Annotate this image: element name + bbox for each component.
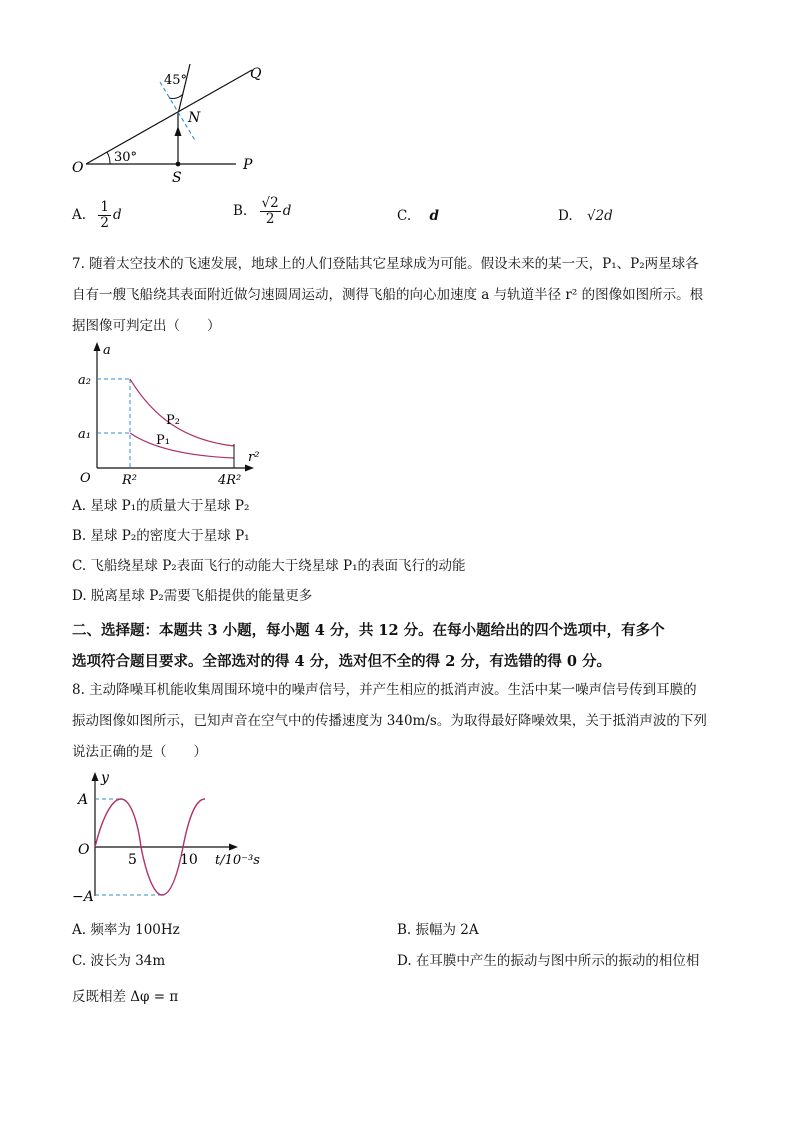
q8-stem-line2: 振动图像如图所示，已知声音在空气中的传播速度为 340m/s。为取得最好降噪效果，关于抵消声波的下列 [72,713,707,729]
label-s: S [172,170,182,186]
option-b-label: B. [233,203,248,219]
section2-heading-line1: 二、选择题：本题共 3 小题，每小题 4 分，共 12 分。在每小题给出的四个选项中，有多个 [72,622,665,639]
label-y: y [101,770,109,786]
curve-p2 [130,379,234,446]
fraction-sqrt2-over-2: $\frac{√2}{2}$ [261,195,279,227]
label-r2-tick: R² [122,473,137,488]
q8-stem-line1: 8. 主动降噪耳机能收集周围环境中的噪声信号，并产生相应的抵消声波。生活中某一噪声信号传到耳膜的 [72,682,697,698]
axis-y-arrow [92,772,99,781]
label-tick-10: 10 [180,852,198,868]
section2-heading-line2: 选项符合题目要求。全部选对的得 4 分，选对但不全的得 2 分，有选错的得 0 分。 [72,653,612,670]
q8-option-c[interactable]: C. 波长为 34m [72,953,166,969]
angle-45-arc [169,94,183,99]
q8-option-d[interactable]: D. 在耳膜中产生的振动与图中所示的振动的相位相 [397,953,700,969]
label-origin: O [80,471,91,486]
point-s [176,162,181,167]
q8-option-a[interactable]: A. 频率为 100Hz [72,922,180,938]
ray-arrowhead [175,126,182,136]
option-d-label: D. [558,208,573,224]
q6-geometry-figure [66,58,281,188]
label-45: 45° [164,73,188,88]
q7-option-b[interactable]: B. 星球 P₂的密度大于星球 P₁ [72,528,250,544]
q6-option-b[interactable]: B. $\frac{√2}{2}$ d [233,195,292,227]
q7-option-d[interactable]: D. 脱离星球 P₂需要飞船提供的能量更多 [72,588,313,604]
label-neg-amplitude: −A [72,889,94,905]
label-tick-5: 5 [128,852,137,868]
label-n: N [188,110,201,126]
label-30: 30° [114,150,138,165]
label-p2: P₂ [166,413,180,428]
q7-stem-line2: 自有一艘飞船绕其表面附近做匀速圆周运动，测得飞船的向心加速度 a 与轨道半径 r² 的图像如图所示。根 [72,287,704,303]
label-o: O [72,160,84,176]
axis-r2-arrow [245,465,254,472]
label-q: Q [250,66,262,82]
angle-30-arc [107,152,110,164]
curve-p1 [130,433,234,458]
label-a2: a₂ [78,373,91,388]
option-a-label: A. [72,207,87,223]
q6-option-a[interactable]: A. $\frac{1}{2}$ d [72,199,122,231]
q7-option-c[interactable]: C. 飞船绕星球 P₂表面飞行的动能大于绕星球 P₁的表面飞行的动能 [72,558,466,574]
axis-a-arrow [94,342,101,351]
axis-t-arrow [229,844,238,851]
q8-vibration-graph [72,768,267,908]
label-p: P [243,157,253,173]
label-amplitude: A [78,792,89,808]
q6-option-d[interactable]: D. √2d [558,208,613,224]
label-axis-a: a [103,343,111,358]
label-p1: P₁ [156,433,170,448]
q6-option-c[interactable]: C. d [397,208,439,224]
label-axis-r2: r² [248,450,260,465]
label-4r2-tick: 4R² [218,473,242,488]
q7-option-a[interactable]: A. 星球 P₁的质量大于星球 P₂ [72,498,250,514]
q7-stem-line1: 7. 随着太空技术的飞速发展，地球上的人们登陆其它星球成为可能。假设未来的某一天，P₁、P₂两星球各 [72,256,699,272]
q8-option-b[interactable]: B. 振幅为 2A [397,922,479,938]
q8-option-d-continued: 反既相差 Δφ = π [72,989,179,1005]
label-axis-t: t/10⁻³s [215,853,260,868]
q7-acceleration-graph [72,340,272,490]
fraction-one-half: $\frac{1}{2}$ [100,199,109,231]
label-a1: a₁ [78,427,91,442]
label-origin-8: O [78,842,90,858]
option-c-label: C. [397,208,412,224]
q8-stem-line3: 说法正确的是（ ） [72,744,207,760]
q7-stem-line3: 据图像可判定出（ ） [72,318,221,334]
